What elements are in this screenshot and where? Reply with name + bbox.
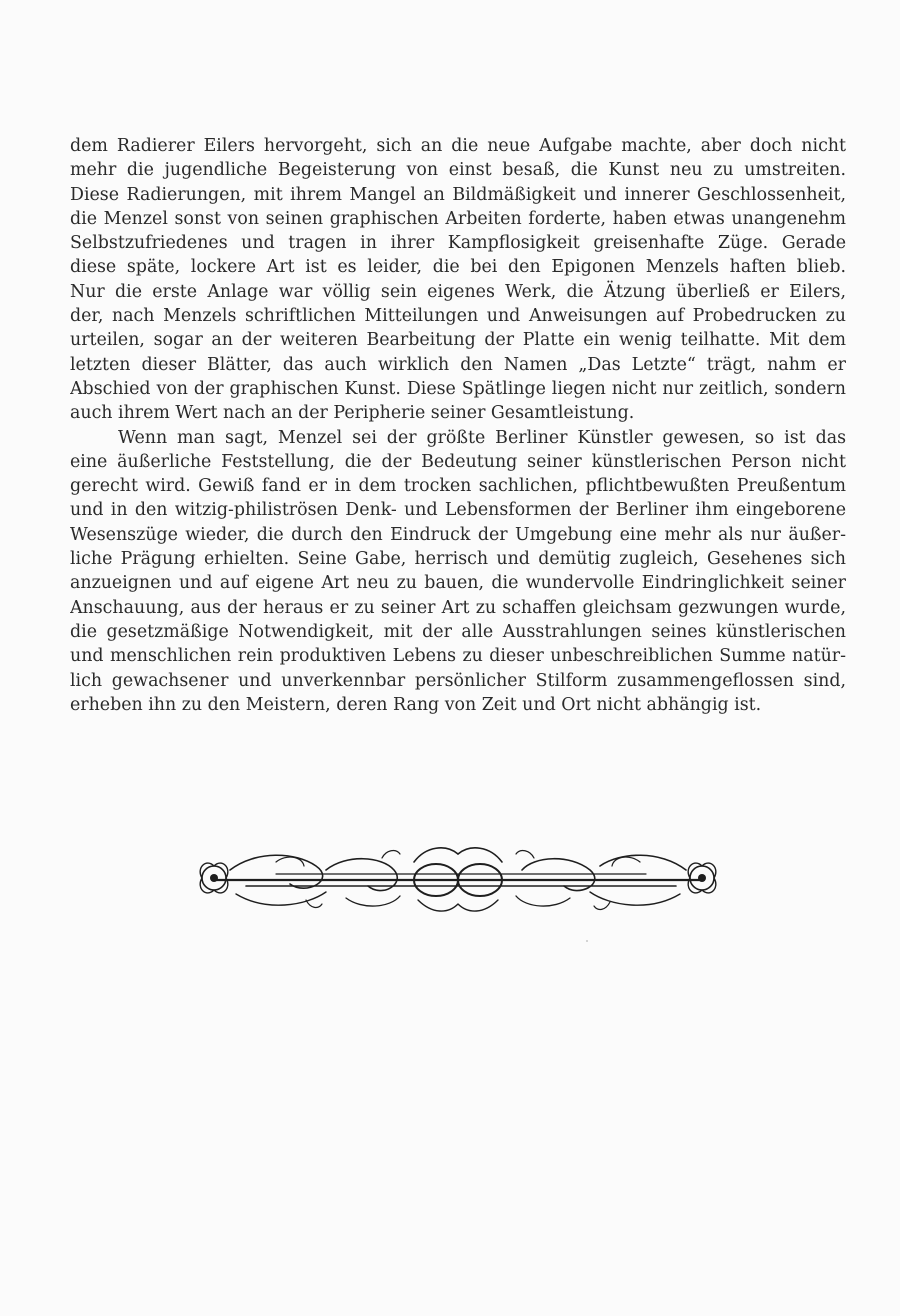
text-line: Diese Radierungen, mit ihrem Mangel an Bildmäßigkeit und innerer Geschlossenheit, [70,184,846,205]
text-line: diese späte, lockere Art ist es leider, die bei den Epigonen Menzels haften blieb. [70,257,846,278]
paper-speck [586,940,588,942]
text-line: die gesetzmäßige Notwendigkeit, mit der alle Ausstrahlungen seines künstlerischen [70,621,846,642]
text-line: eine äußerliche Feststellung, die der Bedeutung seiner künstlerischen Person nicht [70,451,846,472]
text-line: Anschauung, aus der heraus er zu seiner Art zu schaffen gleichsam gezwungen wurde, [70,597,846,618]
text-line: urteilen, sogar an der weiteren Bearbeitung der Platte ein wenig teilhatte. Mit dem [70,330,846,351]
text-line: mehr die jugendliche Begeisterung von einst besaß, die Kunst neu zu umstreiten. [70,160,846,181]
text-line: auch ihrem Wert nach an der Peripherie seiner Gesamtleistung. [70,403,635,424]
text-line: letzten dieser Blätter, das auch wirklich den Namen „Das Letzte“ trägt, nahm er [70,354,846,375]
text-line: dem Radierer Eilers hervorgeht, sich an die neue Aufgabe machte, aber doch nicht [70,136,846,156]
text-line: die Menzel sonst von seinen graphischen Arbeiten forderte, haben etwas unangenehm [70,208,846,229]
text-line: gerecht wird. Gewiß fand er in dem trocken sachlichen, pflichtbewußten Preußentum [70,476,846,497]
text-line: der, nach Menzels schriftlichen Mitteilungen und Anweisungen auf Probedrucken zu [70,306,846,327]
text-line: Selbstzufriedenes und tragen in ihrer Kampflosigkeit greisenhafte Züge. Gerade [70,233,846,254]
text-line: Wenn man sagt, Menzel sei der größte Berliner Künstler gewesen, so ist das [118,427,846,448]
text-line: Abschied von der graphischen Kunst. Diese Spätlinge liegen nicht nur zeitlich, sondern [70,378,846,399]
text-line: lich gewachsener und unverkennbar persönlicher Stilform zusammengeflossen sind, [70,670,846,691]
floral-scroll-ornament-icon [186,840,730,920]
text-line: und in den witzig-philiströsen Denk- und Lebensformen der Berliner ihm eingeborene [70,500,846,521]
text-line: Wesenszüge wieder, die durch den Eindruck der Umgebung eine mehr als nur äußer- [70,524,846,545]
paragraph-2 [70,426,846,718]
text-line: Nur die erste Anlage war völlig sein eigenes Werk, die Ätzung überließ er Eilers, [70,281,846,302]
text-line: und menschlichen rein produktiven Lebens zu dieser unbeschreiblichen Summe natür- [70,646,846,667]
body-text [70,134,846,717]
text-line: liche Prägung erhielten. Seine Gabe, herrisch und demütig zugleich, Gesehenes sich [70,549,846,570]
text-line: erheben ihn zu den Meistern, deren Rang von Zeit und Ort nicht abhängig ist. [70,694,762,715]
text-line: anzueignen und auf eigene Art neu zu bauen, die wundervolle Eindringlichkeit seiner [70,573,846,594]
paragraph-1 [70,134,846,426]
